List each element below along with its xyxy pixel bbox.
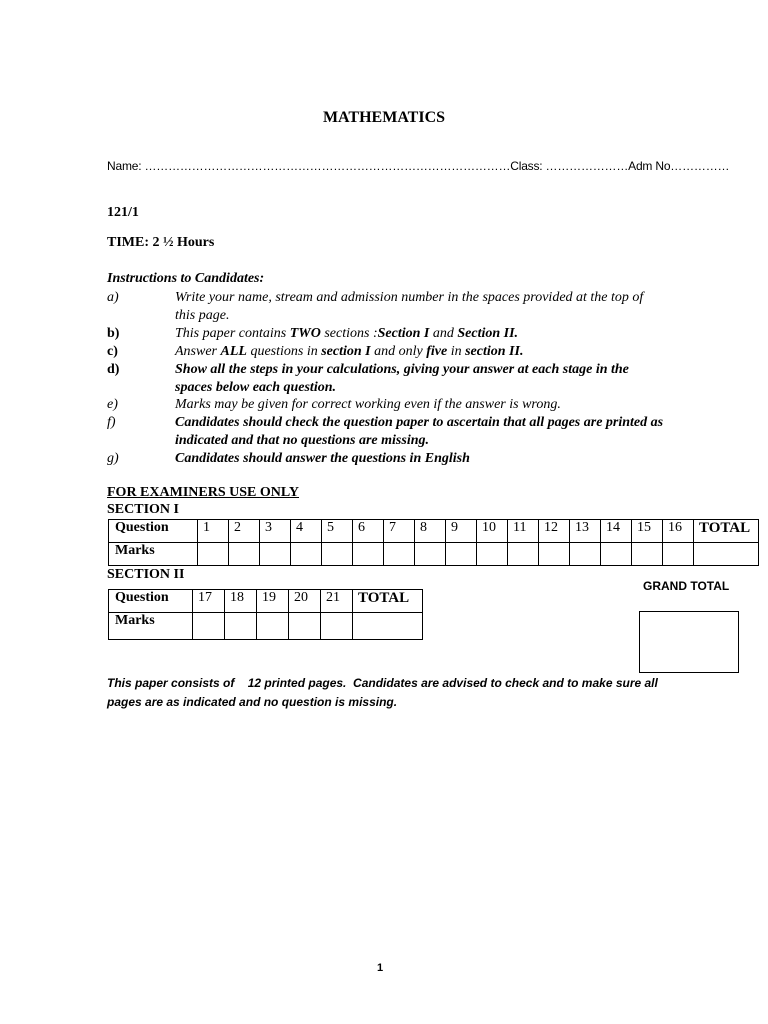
total-cell[interactable] — [694, 543, 759, 566]
question-number: 6 — [353, 520, 384, 543]
instruction-d: d) Show all the steps in your calculations, giving your answer at each stage in the spaces below each question. — [107, 361, 629, 395]
instructions-list — [107, 289, 667, 468]
question-number: 18 — [225, 590, 257, 613]
table-row — [109, 613, 423, 640]
marks-cell[interactable] — [193, 613, 225, 640]
question-number: 13 — [570, 520, 601, 543]
question-number: 14 — [601, 520, 632, 543]
question-number: 2 — [229, 520, 260, 543]
question-label: Question — [109, 590, 193, 613]
marks-cell[interactable] — [260, 543, 291, 566]
name-class-adm-line: Name: …………………………………………………………………………………Class: …………………Adm No…………… — [107, 159, 730, 173]
marks-cell[interactable] — [446, 543, 477, 566]
total-label: TOTAL — [694, 520, 759, 543]
section-2-marks-table — [108, 589, 423, 640]
marks-cell[interactable] — [291, 543, 322, 566]
grand-total-box[interactable] — [639, 611, 739, 673]
instruction-e: e) Marks may be given for correct working even if the answer is wrong. — [107, 397, 561, 413]
instruction-a: a) Write your name, stream and admission number in the spaces provided at the top of this page. — [107, 290, 644, 323]
question-number: 16 — [663, 520, 694, 543]
question-number: 9 — [446, 520, 477, 543]
instruction-b: b) This paper contains TWO sections :Section I and Section II. — [107, 325, 519, 341]
table-row — [109, 590, 423, 613]
marks-cell[interactable] — [384, 543, 415, 566]
marks-cell[interactable] — [353, 543, 384, 566]
instructions-heading: Instructions to Candidates: — [107, 271, 265, 286]
question-number: 20 — [289, 590, 321, 613]
page-number: 1 — [376, 962, 384, 974]
marks-cell[interactable] — [198, 543, 229, 566]
marks-cell[interactable] — [289, 613, 321, 640]
marks-cell[interactable] — [539, 543, 570, 566]
marks-cell[interactable] — [321, 613, 353, 640]
examiners-heading: FOR EXAMINERS USE ONLY — [107, 485, 300, 500]
table-row — [109, 520, 759, 543]
question-number: 10 — [477, 520, 508, 543]
marks-label: Marks — [109, 613, 193, 640]
section-1-heading: SECTION I — [107, 502, 179, 517]
marks-cell[interactable] — [508, 543, 539, 566]
section-2-heading: SECTION II — [107, 567, 185, 582]
page-title: MATHEMATICS — [322, 109, 446, 126]
question-number: 5 — [322, 520, 353, 543]
question-number: 12 — [539, 520, 570, 543]
section-1-marks-table — [108, 519, 759, 566]
paper-code: 121/1 — [107, 205, 139, 220]
total-label: TOTAL — [353, 590, 423, 613]
marks-cell[interactable] — [601, 543, 632, 566]
question-number: 19 — [257, 590, 289, 613]
question-number: 3 — [260, 520, 291, 543]
marks-cell[interactable] — [322, 543, 353, 566]
instruction-c: c) Answer ALL questions in section I and only five in section II. — [107, 343, 524, 359]
marks-cell[interactable] — [477, 543, 508, 566]
grand-total-label: GRAND TOTAL — [643, 579, 730, 593]
pages-note: This paper consists of 12 printed pages. Candidates are advised to check and to make sure all pages are as indicated and no question is missing. — [107, 676, 662, 709]
question-number: 17 — [193, 590, 225, 613]
marks-cell[interactable] — [632, 543, 663, 566]
question-number: 11 — [508, 520, 539, 543]
question-number: 21 — [321, 590, 353, 613]
marks-cell[interactable] — [663, 543, 694, 566]
marks-label: Marks — [109, 543, 198, 566]
question-number: 8 — [415, 520, 446, 543]
marks-cell[interactable] — [225, 613, 257, 640]
question-number: 7 — [384, 520, 415, 543]
marks-cell[interactable] — [229, 543, 260, 566]
total-cell[interactable] — [353, 613, 423, 640]
table-row — [109, 543, 759, 566]
question-number: 15 — [632, 520, 663, 543]
time-allowed: TIME: 2 ½ Hours — [107, 235, 215, 250]
instruction-f: f) Candidates should check the question paper to ascertain that all pages are printed as indicated and that no questions are missing. — [107, 415, 664, 449]
instruction-g: g) Candidates should answer the questions in English — [107, 451, 470, 467]
question-label: Question — [109, 520, 198, 543]
marks-cell[interactable] — [257, 613, 289, 640]
question-number: 1 — [198, 520, 229, 543]
question-number: 4 — [291, 520, 322, 543]
marks-cell[interactable] — [570, 543, 601, 566]
marks-cell[interactable] — [415, 543, 446, 566]
